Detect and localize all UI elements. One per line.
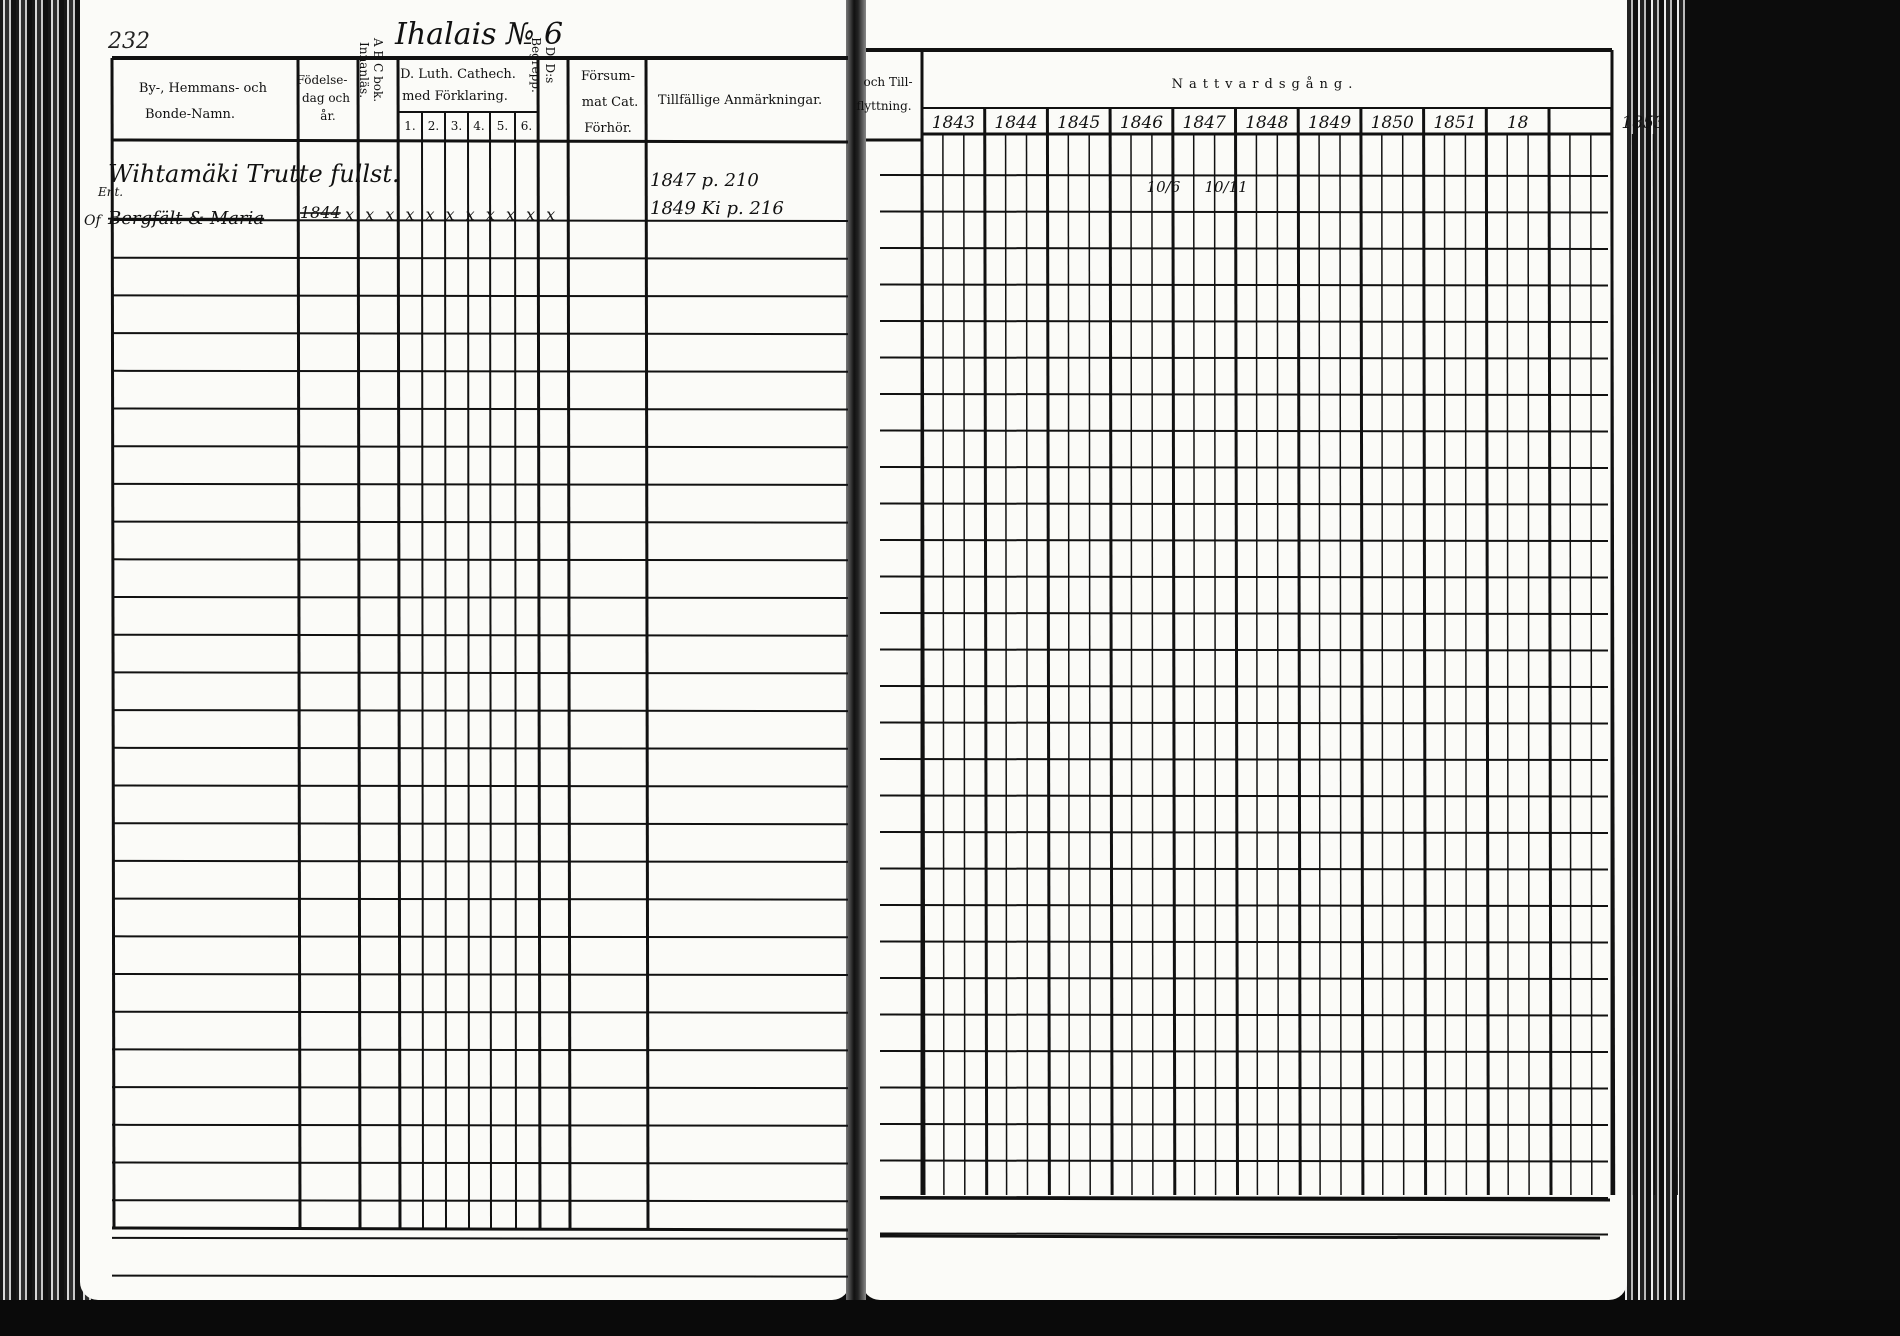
left-row-rule bbox=[112, 559, 848, 560]
year-subcolumn-rule bbox=[1654, 134, 1655, 1195]
left-row-rule bbox=[112, 522, 848, 523]
right-row-rule bbox=[880, 1051, 1608, 1052]
left-row-rule bbox=[112, 1200, 848, 1201]
right-row-rule bbox=[880, 978, 1608, 979]
right-row-rule bbox=[880, 1088, 1608, 1089]
header-dd-begrepp: D. D:sBegrepp. bbox=[529, 37, 557, 93]
catechism-col-6: 6. bbox=[520, 119, 533, 133]
year-subcolumn-rule bbox=[1131, 134, 1132, 1195]
year-column-rule bbox=[1298, 108, 1300, 1195]
right-row-rule bbox=[880, 650, 1608, 651]
header-forsummat: Försum-mat Cat. Förhör. bbox=[580, 69, 639, 136]
year-header: 1849 bbox=[1307, 113, 1352, 133]
header-village-label: By-, Hemmans- och Bonde-Namn. bbox=[138, 81, 267, 122]
header-remarks: Tillfällige Anmärkningar. bbox=[657, 93, 823, 108]
communion-mark: 10/6 bbox=[1146, 178, 1181, 196]
right-row-rule bbox=[880, 1124, 1608, 1125]
year-header: 1850 bbox=[1370, 113, 1414, 133]
right-row-rule bbox=[880, 285, 1608, 286]
left-row-rule bbox=[112, 710, 848, 711]
header-rule bbox=[112, 140, 848, 142]
right-row-rule bbox=[880, 467, 1608, 468]
year-subcolumn-rule bbox=[1570, 134, 1571, 1195]
left-row-rule bbox=[112, 1049, 848, 1050]
entry-2-name: Bergfält & Maria bbox=[108, 208, 265, 229]
header-catechism: D. Luth. Cathech. med Förklaring. bbox=[400, 67, 516, 104]
right-row-rule bbox=[880, 796, 1608, 797]
left-row-rule bbox=[112, 936, 848, 937]
right-row-rule bbox=[880, 1161, 1608, 1162]
year-column-rule bbox=[1173, 108, 1175, 1195]
entry-2-birth: 1844 bbox=[300, 203, 341, 222]
year-column-rule bbox=[922, 108, 924, 1195]
handwritten-title: Ihalais № 6 bbox=[395, 17, 564, 52]
year-header: 1845 bbox=[1057, 113, 1101, 133]
year-subcolumn-rule bbox=[1591, 134, 1592, 1195]
header-nattvardsgang: Nattvardsgång. bbox=[1171, 77, 1359, 92]
year-subcolumn-rule bbox=[943, 134, 944, 1195]
year-header: 1848 bbox=[1245, 113, 1289, 133]
year-subcolumn-rule bbox=[1445, 134, 1446, 1195]
left-row-rule bbox=[112, 1163, 848, 1164]
header-flyttning: och Till-flyttning. bbox=[856, 75, 913, 113]
catechism-column-rule bbox=[490, 112, 491, 1228]
left-column-rule bbox=[568, 58, 570, 1228]
year-subcolumn-rule bbox=[1319, 134, 1320, 1195]
right-row-rule bbox=[880, 723, 1608, 724]
left-row-rule bbox=[112, 861, 848, 862]
left-row-rule bbox=[112, 409, 848, 410]
entry-2-remarks: 1849 Ki p. 216 bbox=[650, 198, 784, 219]
right-row-rule bbox=[880, 577, 1608, 578]
right-row-rule bbox=[880, 1015, 1608, 1016]
right-row-rule bbox=[880, 613, 1608, 614]
entry-1-remarks: 1847 p. 210 bbox=[650, 170, 759, 191]
catechism-col-1: 1. bbox=[404, 119, 416, 133]
left-row-rule bbox=[112, 672, 848, 673]
year-subcolumn-rule bbox=[1403, 134, 1404, 1195]
left-row-rule bbox=[112, 748, 848, 749]
left-column-rule bbox=[538, 58, 540, 1228]
left-row-rule bbox=[112, 1238, 848, 1239]
year-column-rule bbox=[1110, 108, 1112, 1195]
right-row-rule bbox=[880, 832, 1608, 833]
left-row-rule bbox=[112, 635, 848, 636]
left-row-rule bbox=[112, 446, 848, 447]
left-row-rule bbox=[112, 597, 848, 598]
entry-2-marks: x x x x x x x x x x x bbox=[345, 205, 559, 224]
communion-mark: 10/11 bbox=[1204, 178, 1248, 196]
right-row-rule bbox=[880, 504, 1608, 505]
right-row-rule bbox=[880, 1234, 1608, 1235]
year-subcolumn-rule bbox=[964, 134, 965, 1195]
year-column-rule bbox=[1361, 108, 1363, 1195]
year-header: 1847 bbox=[1182, 113, 1226, 133]
entry-1-name: Wihtamäki Trutte fullst. bbox=[108, 160, 400, 188]
year-column-rule bbox=[1047, 108, 1049, 1195]
page-number: 232 bbox=[108, 29, 150, 54]
catechism-column-rule bbox=[515, 112, 516, 1228]
right-row-rule bbox=[880, 394, 1608, 395]
year-subcolumn-rule bbox=[1465, 134, 1466, 1195]
right-row-rule bbox=[880, 942, 1608, 943]
right-row-rule bbox=[880, 431, 1608, 432]
bottom-rule bbox=[112, 1228, 848, 1230]
left-row-rule bbox=[112, 823, 848, 824]
left-row-rule bbox=[112, 1087, 848, 1088]
left-column-rule bbox=[646, 58, 648, 1228]
year-subcolumn-rule bbox=[1277, 134, 1278, 1195]
catechism-col-3: 3. bbox=[450, 119, 463, 133]
catechism-col-4: 4. bbox=[473, 119, 485, 133]
left-column-rule bbox=[358, 58, 360, 1228]
catechism-column-rule bbox=[445, 112, 446, 1228]
year-subcolumn-rule bbox=[1340, 134, 1341, 1195]
year-subcolumn-rule bbox=[1215, 134, 1216, 1195]
year-header: 1851 bbox=[1433, 113, 1477, 133]
left-row-rule bbox=[112, 899, 848, 900]
right-row-rule bbox=[880, 212, 1608, 213]
catechism-col-5: 5. bbox=[496, 119, 509, 133]
left-column-rule bbox=[298, 58, 300, 1228]
left-row-rule bbox=[112, 371, 848, 372]
year-column-rule bbox=[1486, 108, 1488, 1195]
year-header: 18 bbox=[1506, 113, 1529, 133]
right-row-rule bbox=[880, 540, 1608, 541]
left-row-rule bbox=[112, 1276, 848, 1277]
year-subcolumn-rule bbox=[1633, 134, 1634, 1195]
year-subcolumn-rule bbox=[1068, 134, 1069, 1195]
year-subcolumn-rule bbox=[1152, 134, 1153, 1195]
year-column-rule bbox=[1236, 108, 1238, 1195]
entry-1-note: Ent. bbox=[98, 185, 124, 199]
year-column-rule bbox=[1549, 108, 1551, 1195]
year-column-rule bbox=[1674, 108, 1676, 1195]
year-subcolumn-rule bbox=[1507, 134, 1508, 1195]
year-column-rule bbox=[1612, 108, 1614, 1195]
right-row-rule bbox=[880, 248, 1608, 249]
right-row-rule bbox=[880, 869, 1608, 870]
right-footer-rule bbox=[880, 1236, 1600, 1238]
left-row-rule bbox=[112, 333, 848, 334]
year-subcolumn-rule bbox=[1089, 134, 1090, 1195]
left-row-rule bbox=[112, 786, 848, 787]
year-header: 1853 bbox=[1621, 113, 1665, 133]
entry-2-note: Of bbox=[84, 213, 101, 229]
right-row-rule bbox=[880, 321, 1608, 322]
right-row-rule bbox=[880, 759, 1608, 760]
right-bottom-rule bbox=[880, 1198, 1610, 1200]
year-column-rule bbox=[985, 108, 987, 1195]
header-village bbox=[139, 81, 271, 122]
catechism-col-2: 2. bbox=[427, 119, 440, 133]
left-row-rule bbox=[112, 258, 848, 259]
catechism-column-rule bbox=[468, 112, 469, 1228]
year-header: 1844 bbox=[994, 113, 1038, 133]
header-birth: Födelse-dag och år. bbox=[296, 73, 351, 123]
left-column-rule bbox=[398, 58, 400, 1228]
year-subcolumn-rule bbox=[1256, 134, 1257, 1195]
left-row-rule bbox=[112, 974, 848, 975]
right-row-rule bbox=[880, 175, 1608, 176]
header-abc: A B C bok.Innanläs. bbox=[357, 37, 385, 103]
year-subcolumn-rule bbox=[1528, 134, 1529, 1195]
year-subcolumn-rule bbox=[1194, 134, 1195, 1195]
right-row-rule bbox=[880, 358, 1608, 359]
left-row-rule bbox=[112, 295, 848, 296]
year-column-rule bbox=[1424, 108, 1426, 1195]
year-subcolumn-rule bbox=[1006, 134, 1007, 1195]
left-row-rule bbox=[112, 1012, 848, 1013]
catechism-column-rule bbox=[422, 112, 423, 1228]
left-row-rule bbox=[112, 1125, 848, 1126]
year-subcolumn-rule bbox=[1382, 134, 1383, 1195]
right-row-rule bbox=[880, 905, 1608, 906]
left-column-rule bbox=[112, 58, 114, 1228]
left-row-rule bbox=[112, 484, 848, 485]
communion-marks bbox=[1147, 178, 1248, 196]
year-header: 1843 bbox=[931, 113, 975, 133]
year-header: 1846 bbox=[1119, 113, 1164, 133]
year-subcolumn-rule bbox=[1027, 134, 1028, 1195]
right-row-rule bbox=[880, 686, 1608, 687]
